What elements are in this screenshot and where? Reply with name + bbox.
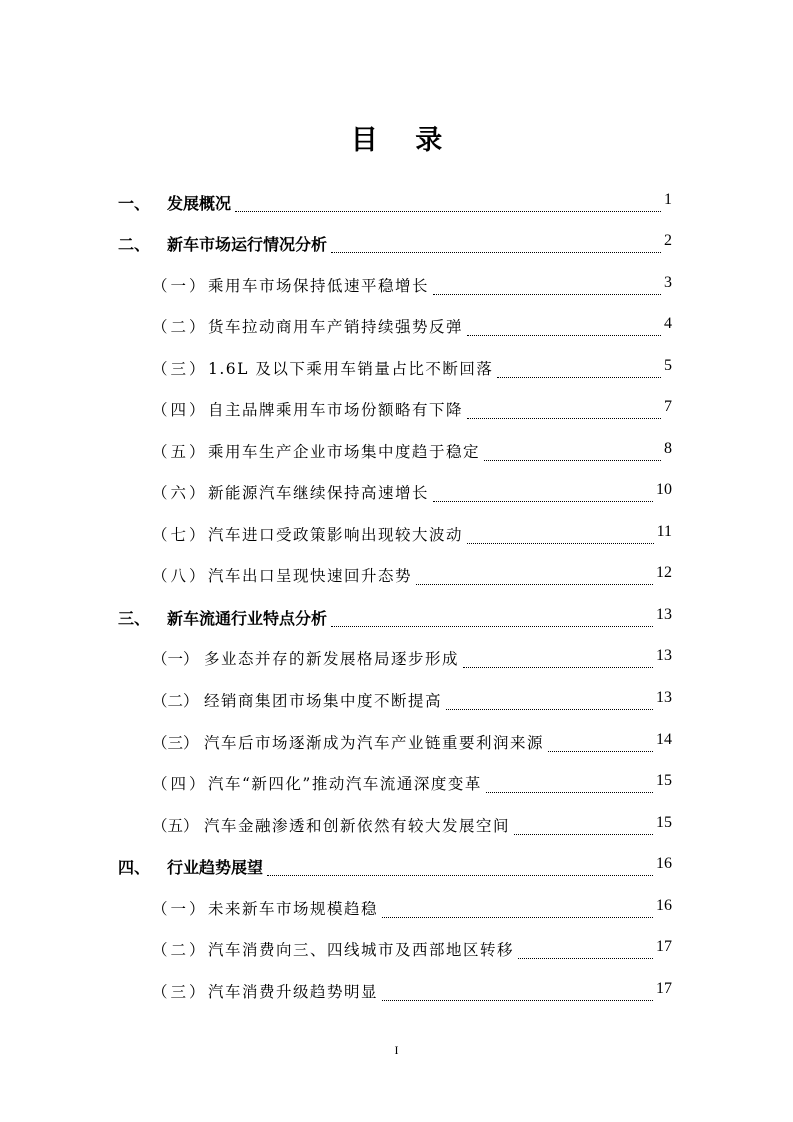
toc-entry-number: （一） [152,277,208,295]
toc-leader-dots [382,980,653,1001]
toc-entry-number: （一） [152,900,208,918]
toc-entry-page-number: 16 [656,855,672,872]
toc-entry-number: （二） [152,692,199,710]
toc-leader-dots [382,897,653,918]
toc-entry-page-number: 15 [656,814,672,831]
toc-entry[interactable] [0,772,793,796]
toc-entry-page-number: 13 [656,606,672,623]
toc-entry-number: （五） [152,817,199,835]
toc-entry[interactable] [0,357,793,381]
footer-page-number: I [394,1043,399,1057]
toc-entry-page-number: 1 [664,191,672,208]
toc-leader-dots [467,398,661,419]
toc-entry-page-number: 13 [656,647,672,664]
toc-entry-title: 自主品牌乘用车市场份额略有下降 [208,401,464,419]
toc-entry[interactable] [0,523,793,547]
toc-entry-title: 汽车“新四化”推动汽车流通深度变革 [208,775,482,793]
toc-entry-title: 新能源汽车继续保持高速增长 [208,484,430,502]
toc-leader-dots [433,481,653,502]
toc-entry-title: 汽车金融渗透和创新依然有较大发展空间 [204,817,511,835]
toc-entry-number: （二） [152,941,208,959]
toc-leader-dots [518,938,653,959]
toc-entry-page-number: 17 [656,980,672,997]
toc-leader-dots [467,315,661,336]
toc-leader-dots [486,772,653,793]
toc-entry-number: （三） [152,734,199,752]
toc-entry-title: 汽车进口受政策影响出现较大波动 [208,526,464,544]
toc-leader-dots [433,274,661,295]
toc-entry-number: （五） [152,443,208,461]
toc-entry-title: 汽车出口呈现快速回升态势 [208,567,413,585]
toc-entry-number: （八） [152,567,208,585]
toc-entry-page-number: 7 [664,398,672,415]
toc-entry[interactable] [0,481,793,505]
toc-entry-number: （七） [152,526,208,544]
toc-entry-number: 一、 [118,194,151,213]
toc-entry-title: 多业态并存的新发展格局逐步形成 [204,650,460,668]
toc-entry-number: 四、 [118,858,151,877]
toc-entry-number: （二） [152,318,208,336]
toc-leader-dots [446,689,653,710]
toc-entry-number: （三） [152,983,208,1001]
toc-entry-page-number: 5 [664,357,672,374]
toc-leader-dots [497,357,661,378]
page-title: 目 录 [350,125,457,156]
toc-entry[interactable] [0,564,793,588]
toc-leader-dots [331,606,653,627]
toc-entry-title: 汽车消费升级趋势明显 [208,983,379,1001]
toc-entry-number: （四） [152,401,208,419]
toc-leader-dots [548,731,653,752]
toc-leader-dots [331,232,661,253]
toc-entry[interactable] [0,980,793,1004]
toc-entry-title: 乘用车生产企业市场集中度趋于稳定 [208,443,481,461]
toc-leader-dots [235,191,661,212]
toc-entry[interactable] [0,938,793,962]
toc-entry-page-number: 14 [656,731,672,748]
toc-entry[interactable] [0,855,793,879]
toc-entry-number: 二、 [118,235,151,254]
toc-entry-title: 经销商集团市场集中度不断提高 [204,692,443,710]
toc-leader-dots [463,647,653,668]
toc-entry-title: 汽车后市场逐渐成为汽车产业链重要利润来源 [204,734,545,752]
toc-entry-title: 新车流通行业特点分析 [167,609,328,628]
toc-entry-page-number: 3 [664,274,672,291]
toc-entry[interactable] [0,897,793,921]
toc-entry[interactable] [0,440,793,464]
toc-entry-title: 汽车消费向三、四线城市及西部地区转移 [208,941,515,959]
toc-entry[interactable] [0,814,793,838]
toc-entry[interactable] [0,191,793,215]
toc-entry[interactable] [0,232,793,256]
toc-entry-title: 货车拉动商用车产销持续强势反弹 [208,318,464,336]
toc-entry-title: 新车市场运行情况分析 [167,235,328,254]
toc-entry-title: 乘用车市场保持低速平稳增长 [208,277,430,295]
toc-entry-number: （三） [152,360,208,378]
toc-entry-title: 1.6L 及以下乘用车销量占比不断回落 [208,360,494,378]
toc-entry-page-number: 4 [664,315,672,332]
toc-entry[interactable] [0,731,793,755]
toc-entry[interactable] [0,689,793,713]
toc-entry-number: （四） [152,775,208,793]
toc-leader-dots [484,440,661,461]
toc-entry[interactable] [0,274,793,298]
toc-entry-page-number: 8 [664,440,672,457]
toc-entry-title: 行业趋势展望 [167,858,264,877]
toc-entry-page-number: 16 [656,897,672,914]
toc-entry-title: 发展概况 [167,194,232,213]
toc-leader-dots [467,523,654,544]
toc-entry[interactable] [0,315,793,339]
toc-entry[interactable] [0,606,793,630]
toc-entry-page-number: 10 [656,481,672,498]
toc-leader-dots [267,855,653,876]
toc-entry-page-number: 17 [656,938,672,955]
toc-entry-page-number: 12 [656,564,672,581]
toc-leader-dots [514,814,653,835]
toc-entry-title: 未来新车市场规模趋稳 [208,900,379,918]
toc-leader-dots [416,564,653,585]
toc-entry-number: （一） [152,650,199,668]
toc-entry-page-number: 13 [656,689,672,706]
toc-entry-number: 三、 [118,609,151,628]
toc-entry-number: （六） [152,484,208,502]
toc-entry[interactable] [0,647,793,671]
toc-entry-page-number: 11 [656,523,672,540]
toc-entry[interactable] [0,398,793,422]
toc-entry-page-number: 2 [664,232,672,249]
toc-entry-page-number: 15 [656,772,672,789]
